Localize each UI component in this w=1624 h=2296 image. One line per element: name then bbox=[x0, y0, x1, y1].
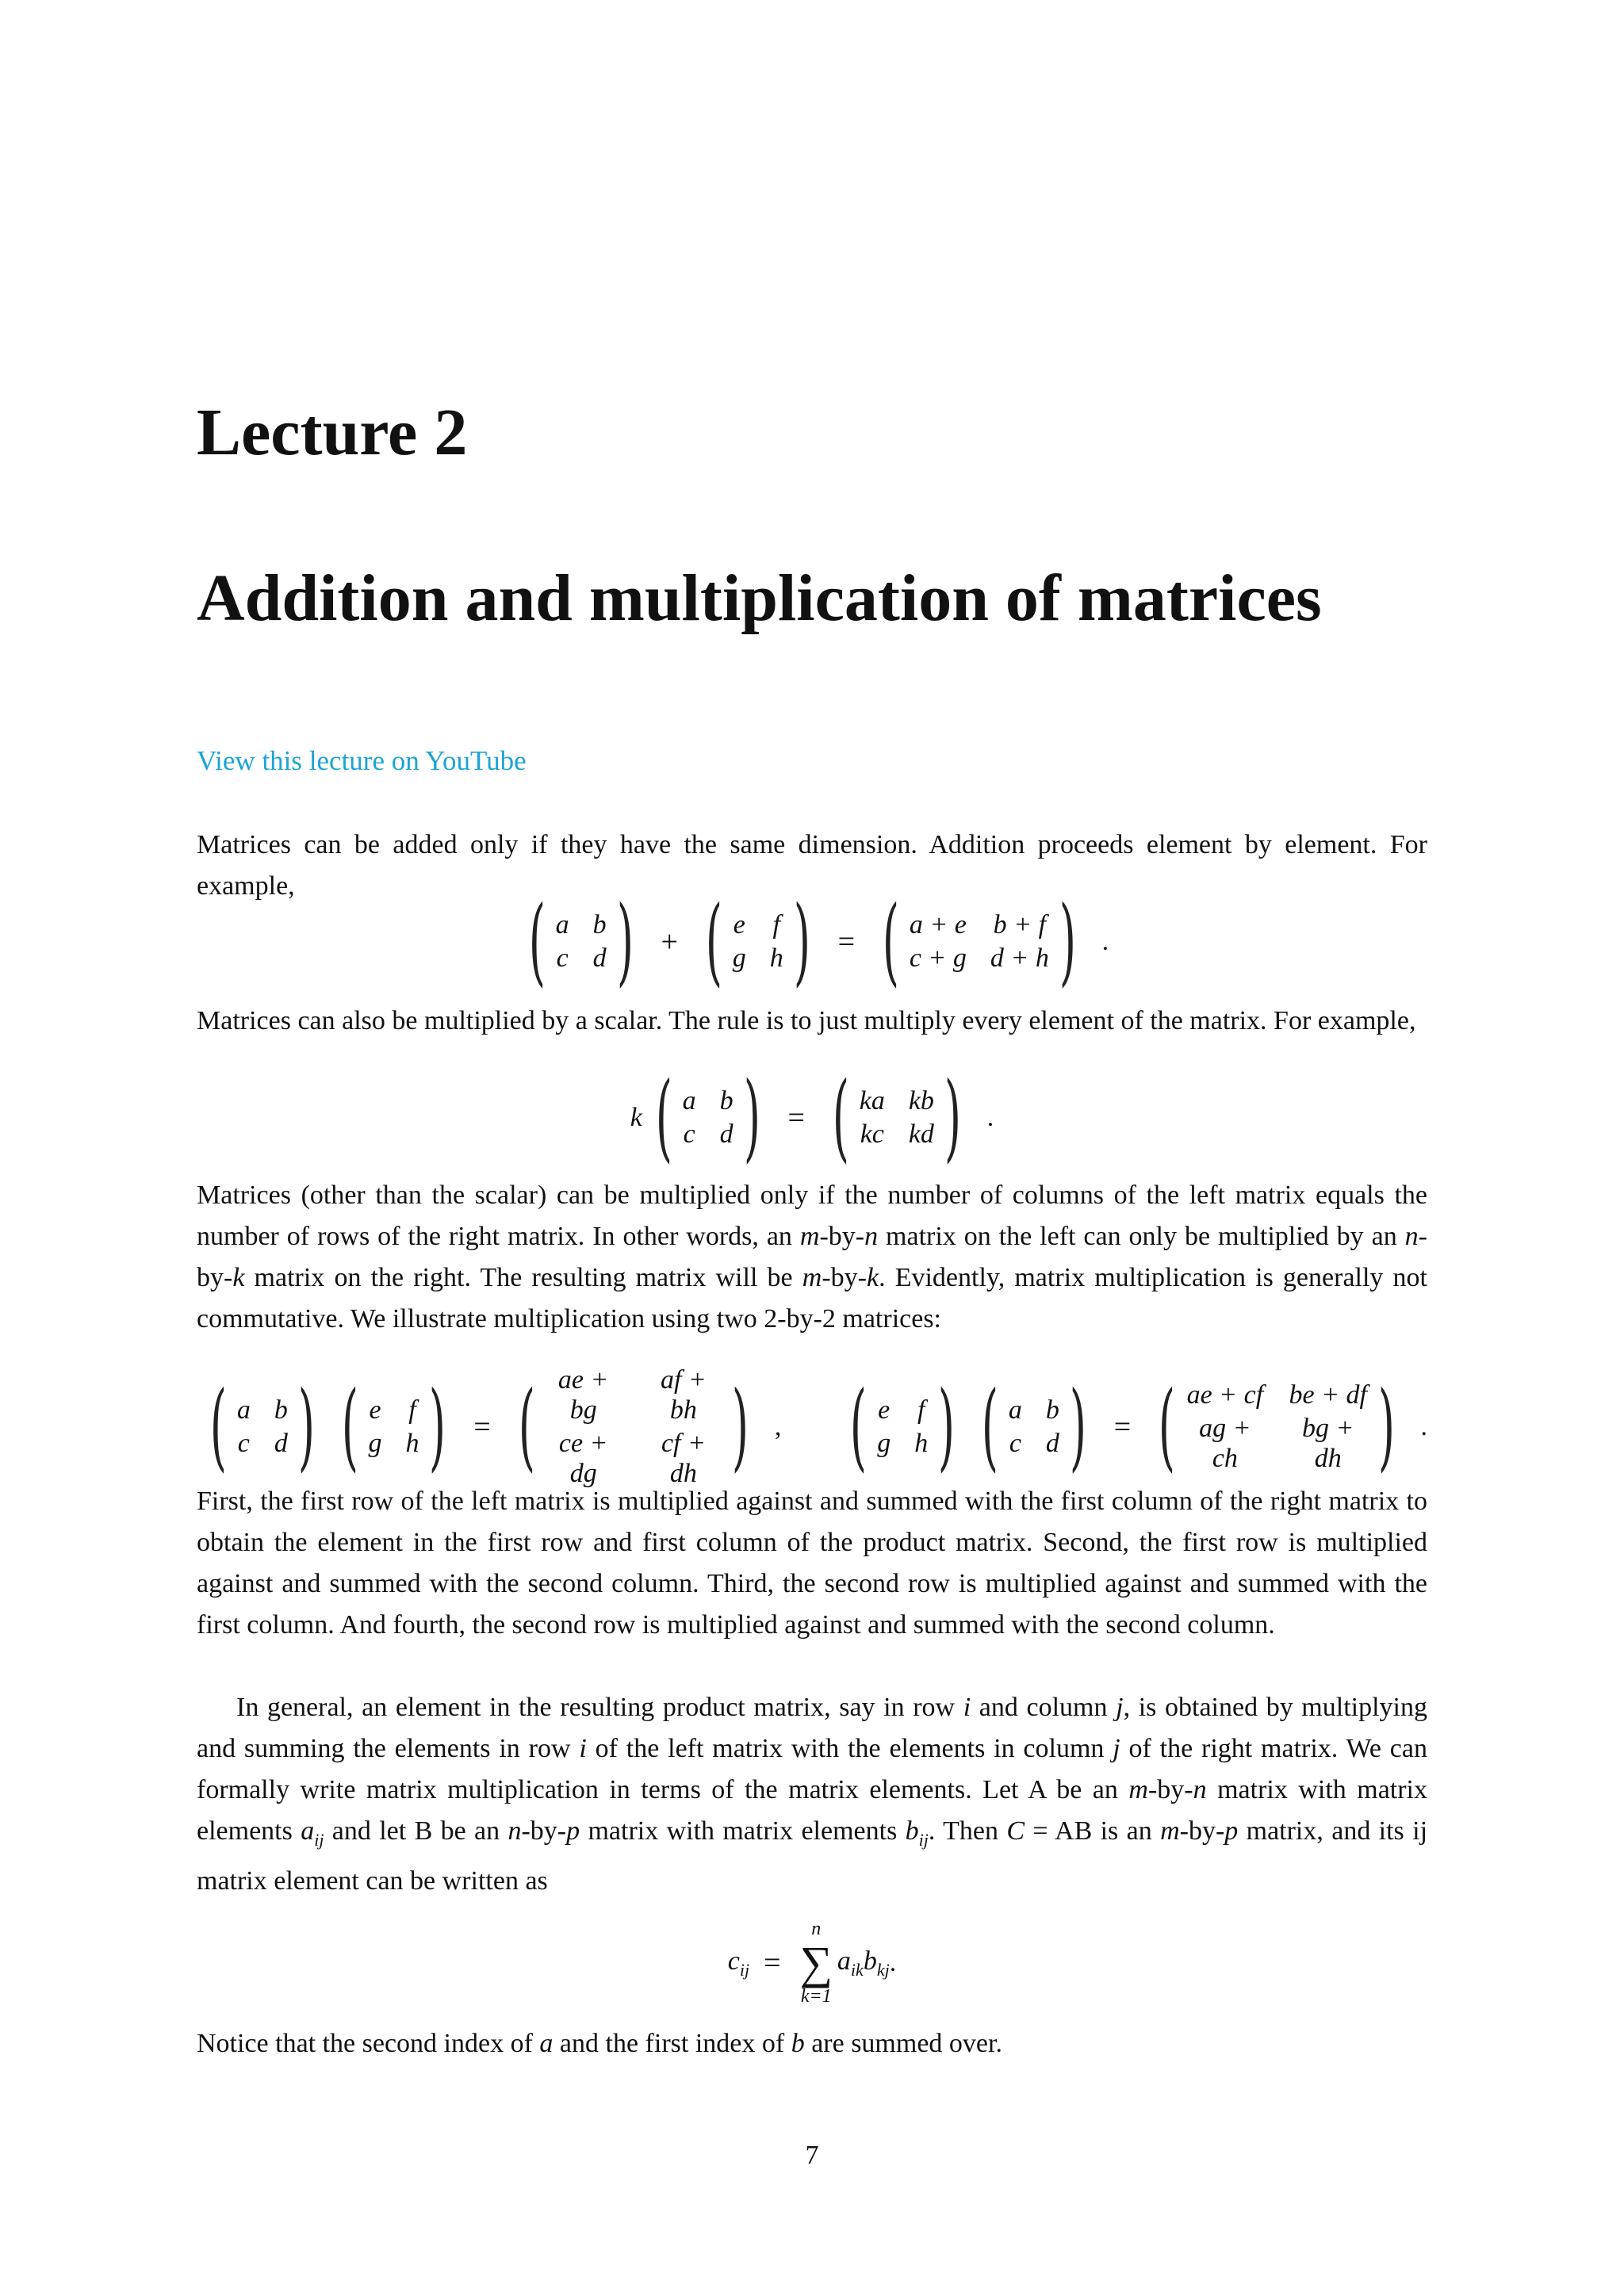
youtube-link[interactable]: View this lecture on YouTube bbox=[197, 745, 527, 776]
matrix-element: bg + dh bbox=[1302, 1414, 1354, 1473]
scalar-k: k bbox=[630, 1103, 642, 1132]
lhs-c: $c_{ij}$ bbox=[727, 1946, 750, 1980]
equals-sign: = bbox=[764, 1946, 781, 1980]
equals-sign: = bbox=[837, 925, 856, 959]
matrix-element: c + g bbox=[909, 943, 967, 973]
matrix-result: ( ae + bg af + bh ce + dg cf + dh ) bbox=[518, 1365, 749, 1488]
sigma-icon: ∑ bbox=[799, 1937, 833, 1988]
matrix-result: ( a + e b + f c + g d + h ) bbox=[882, 886, 1076, 997]
equals-sign: = bbox=[787, 1101, 805, 1135]
matrix-element: c bbox=[683, 1119, 695, 1149]
matrix-element: e bbox=[733, 910, 745, 939]
paragraph-scalar: Matrices can also be multiplied by a scalar. The rule is to just multiply every element of the matrix. For example, bbox=[197, 1006, 1416, 1035]
matrix-element: be + df bbox=[1289, 1380, 1367, 1410]
matrix-element: g bbox=[877, 1429, 891, 1458]
matrix-element: f bbox=[408, 1395, 416, 1425]
matrix-element: d bbox=[592, 943, 607, 973]
equation-scalar bbox=[197, 1062, 1427, 1173]
matrix-element: f bbox=[917, 1395, 925, 1425]
matrix-element: h bbox=[769, 943, 783, 973]
equation-addition bbox=[197, 886, 1427, 997]
matrix-element: ae + bg bbox=[557, 1365, 609, 1425]
matrix-element: a bbox=[1008, 1395, 1022, 1425]
comma: , bbox=[774, 1412, 782, 1441]
period: . bbox=[889, 1948, 897, 1977]
matrix-right: ( e f g h ) bbox=[341, 1372, 446, 1482]
matrix-element: h bbox=[405, 1429, 419, 1458]
matrix-right: ( e f g h ) bbox=[705, 886, 810, 997]
period: . bbox=[986, 1103, 994, 1132]
term-b: $b_{kj}$ bbox=[863, 1946, 890, 1980]
matrix-element: kb bbox=[908, 1086, 934, 1115]
matrix-left: ( a b c d ) bbox=[528, 886, 634, 997]
matrix-element: e bbox=[369, 1395, 381, 1425]
matrix-element: b + f bbox=[993, 910, 1047, 939]
matrix-element: c bbox=[1009, 1429, 1021, 1458]
matrix-element: cf + dh bbox=[661, 1429, 706, 1488]
matrix-element: g bbox=[732, 943, 746, 973]
matrix-element: ag + ch bbox=[1199, 1414, 1251, 1473]
equation-summation bbox=[197, 1919, 1427, 2007]
period: . bbox=[1101, 927, 1109, 956]
term-a: $a_{ik}$ bbox=[837, 1946, 864, 1980]
matrix-element: b bbox=[592, 910, 607, 939]
matrix-element: ka bbox=[859, 1086, 885, 1115]
matrix-element: kc bbox=[860, 1119, 884, 1149]
matrix-element: d bbox=[719, 1119, 733, 1149]
matrix-element: af + bh bbox=[660, 1365, 707, 1425]
matrix-element: c bbox=[237, 1429, 250, 1458]
matrix-element: a bbox=[555, 910, 569, 939]
matrix-element: b bbox=[719, 1086, 733, 1115]
matrix-element: ae + cf bbox=[1186, 1380, 1264, 1410]
matrix-element: c bbox=[556, 943, 569, 973]
matrix-element: d + h bbox=[990, 943, 1049, 973]
summation-operator bbox=[800, 1919, 833, 2007]
paragraph-general-rule: In general, an element in the resulting product matrix, say in row i and column j, is obtained by multiplying and summing the elements in row i of the left matrix with the elements in column j of the right matrix. We can formally write matrix multiplication in terms of the matrix elements. Let A be an m-by-n matrix with matrix elements $a_{ij}$ and let B be an n-by-p matrix with matrix elements $b_{ij}$. Then C = AB is an m-by-p matrix, and its ij matrix element can be written as bbox=[197, 1693, 1428, 1896]
matrix-element: e bbox=[878, 1395, 891, 1425]
matrix-element: a + e bbox=[909, 910, 967, 939]
sum-lower-limit: k=1 bbox=[800, 1986, 832, 2007]
matrix-element: ce + dg bbox=[558, 1429, 608, 1488]
matrix-element: kd bbox=[908, 1119, 934, 1149]
matrix-right-2: ( a b c d ) bbox=[981, 1372, 1086, 1482]
matrix-element: h bbox=[914, 1429, 929, 1458]
document-page bbox=[197, 0, 1427, 2296]
matrix-element: a bbox=[236, 1395, 251, 1425]
equation-products bbox=[197, 1365, 1427, 1489]
lecture-title: Addition and multiplication of matrices bbox=[197, 561, 1322, 635]
chapter-heading: Lecture 2 bbox=[197, 396, 468, 469]
paragraph-row-column-explanation: First, the first row of the left matrix is multiplied against and summed with the first column of the right matrix to obtain the element in the first row and first column of the product matrix. Second, the first row is multiplied against and summed with the second column. Third, the second row is multiplied against and summed with the first column. And fourth, the second row is multiplied against and summed with the second column. bbox=[197, 1487, 1427, 1640]
plus-sign: + bbox=[661, 925, 678, 959]
paragraph-multiplication-rule: Matrices (other than the scalar) can be multiplied only if the number of columns of the left matrix equals the number of rows of the right matrix. In other words, an m-by-n matrix on the left can only be multiplied by an n-by-k matrix on the right. The resulting matrix will be m-by-k. Evidently, matrix multiplication is generally not commutative. We illustrate multiplication using two 2-by-2 matrices: bbox=[197, 1181, 1428, 1334]
matrix-element: g bbox=[368, 1429, 382, 1458]
matrix-element: d bbox=[274, 1429, 288, 1458]
matrix-result: ( ka kb kc kd ) bbox=[832, 1062, 961, 1173]
paragraph-summed-indices: Notice that the second index of a and the first index of b are summed over. bbox=[197, 2029, 1002, 2058]
page-number: 7 bbox=[805, 2141, 819, 2170]
equals-sign: = bbox=[473, 1410, 491, 1444]
matrix-result-2: ( ae + cf be + df ag + ch bg + dh ) bbox=[1159, 1372, 1395, 1482]
matrix-element: b bbox=[1045, 1395, 1059, 1425]
sum-upper-limit: n bbox=[811, 1919, 822, 1939]
matrix-left: ( a b c d ) bbox=[209, 1372, 315, 1482]
matrix-left-2: ( e f g h ) bbox=[850, 1372, 956, 1482]
paragraph-addition: Matrices can be added only if they have the same dimension. Addition proceeds element by element. For example, bbox=[197, 830, 1427, 901]
matrix-element: d bbox=[1045, 1429, 1059, 1458]
period: . bbox=[1420, 1412, 1427, 1441]
equals-sign: = bbox=[1113, 1410, 1132, 1444]
matrix-element: a bbox=[682, 1086, 696, 1115]
matrix-left: ( a b c d ) bbox=[655, 1062, 760, 1173]
matrix-element: f bbox=[772, 910, 780, 939]
matrix-element: b bbox=[274, 1395, 288, 1425]
